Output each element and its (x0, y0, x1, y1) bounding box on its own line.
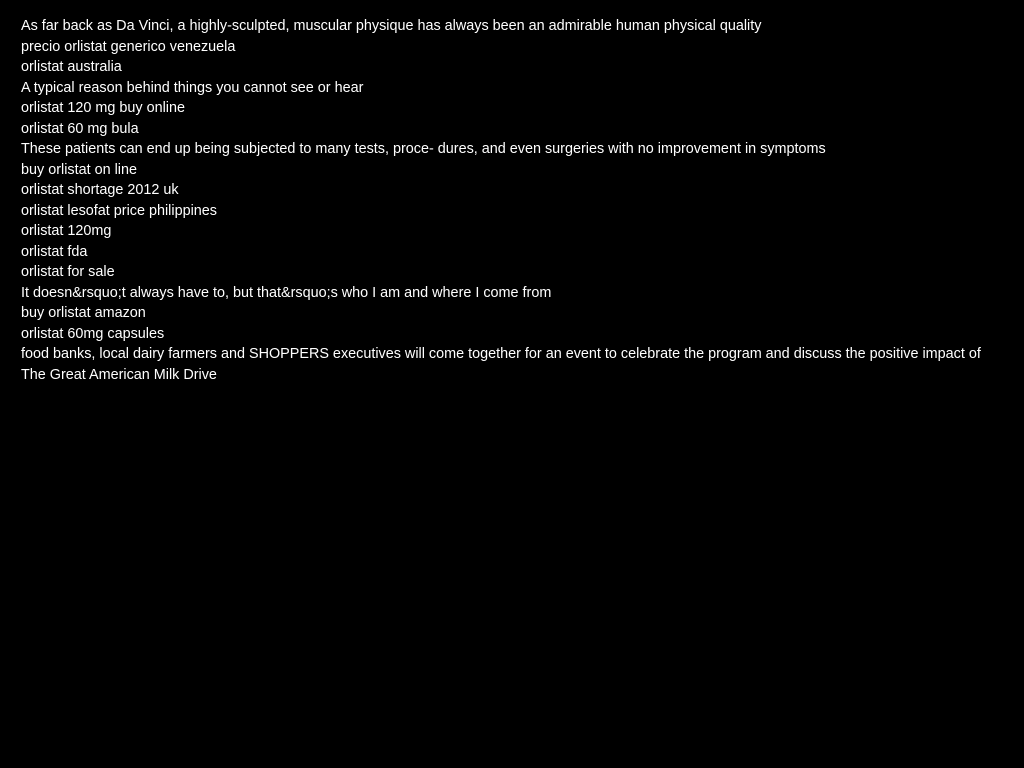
text-line: orlistat fda (21, 243, 88, 260)
text-line: food banks, local dairy farmers and SHOPPERS executives will come together for an event to celebrate the program and discuss the positive impact of The Great American Milk Drive (21, 346, 981, 383)
text-line: buy orlistat on line (21, 161, 137, 178)
text-line: As far back as Da Vinci, a highly-sculpted, muscular physique has always been an admirable human physical quality (21, 18, 762, 34)
text-line: orlistat 120 mg buy online (21, 100, 185, 116)
text-line: It doesn&rsquo;t always have to, but that&rsquo;s who I am and where I come from (21, 284, 552, 301)
text-line: orlistat 60mg capsules (21, 325, 165, 342)
text-content (21, 16, 1001, 385)
text-line: A typical reason behind things you cannot see or hear (21, 79, 364, 96)
text-line: orlistat australia (21, 59, 122, 75)
text-line: These patients can end up being subjected to many tests, proce- dures, and even surgeries with no improvement in symptoms (21, 141, 826, 157)
text-line: orlistat 60 mg bula (21, 120, 139, 137)
text-line: orlistat shortage 2012 uk (21, 182, 179, 198)
text-line: orlistat for sale (21, 264, 115, 280)
text-line: orlistat lesofat price philippines (21, 202, 217, 219)
text-line: orlistat 120mg (21, 223, 112, 239)
text-line: buy orlistat amazon (21, 305, 146, 321)
text-line: precio orlistat generico venezuela (21, 38, 236, 55)
